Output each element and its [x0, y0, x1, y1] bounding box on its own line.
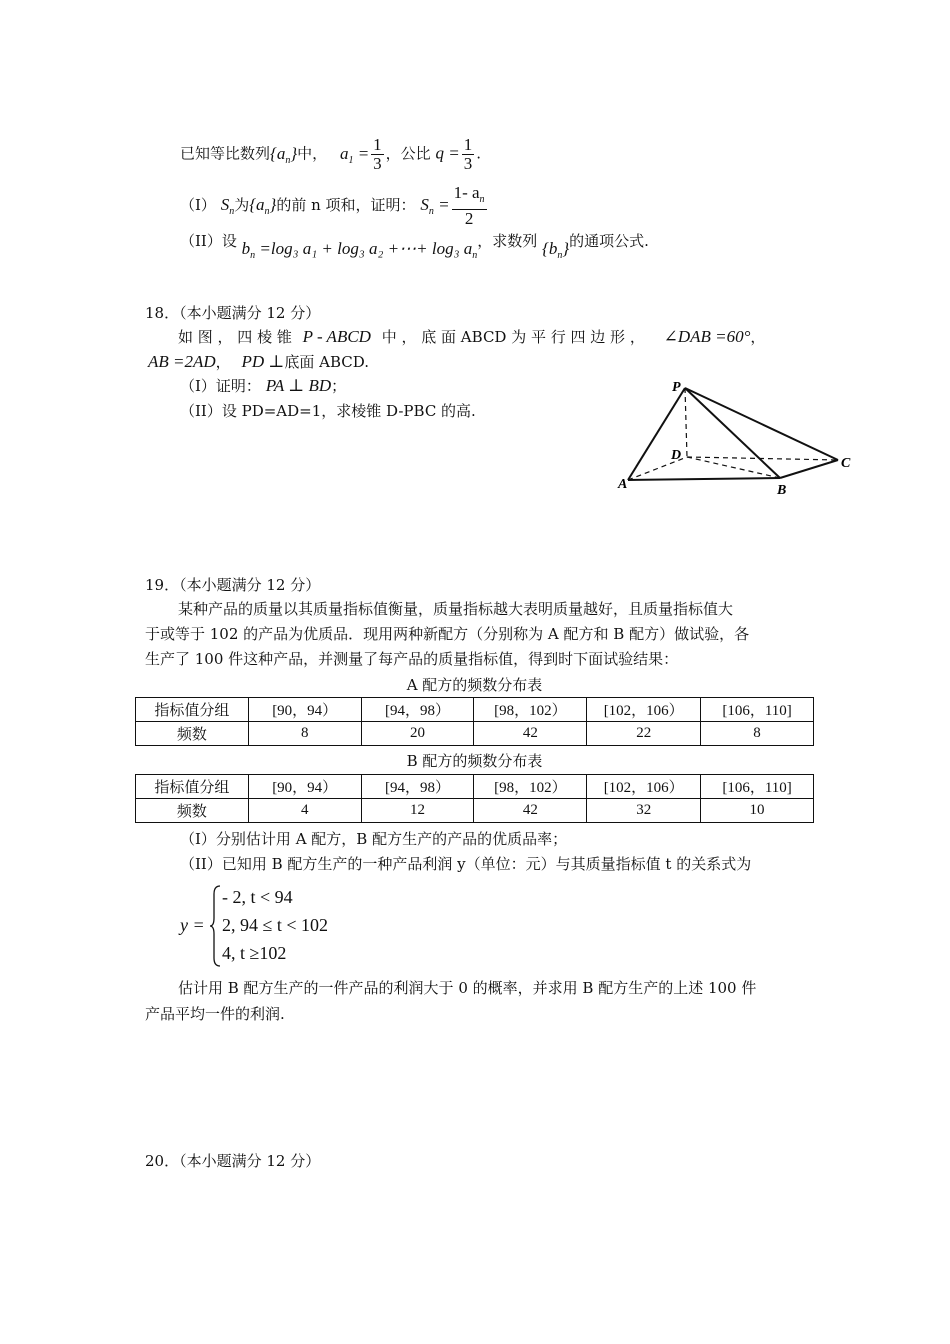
q18-part1-expr: PA ⊥ BD [265, 376, 332, 395]
q17-q: q = [435, 143, 460, 163]
label-P: P [672, 380, 681, 395]
tableB-row-label: 频数 [136, 799, 249, 823]
tableA-group: [90，94） [248, 698, 361, 722]
tableB-header-label: 指标值分组 [136, 775, 249, 799]
q18-part1-label: （I）证明： [180, 377, 261, 395]
edge-PB [685, 388, 780, 478]
tableA-value: 20 [361, 722, 474, 746]
q19-para3: 生产了 100 件这种产品，并测量了每产品的质量指标值，得到时下面试验结果： [145, 650, 679, 668]
edge-BC [780, 460, 838, 478]
tableB-value: 12 [361, 799, 474, 823]
pyramid-figure [615, 375, 865, 500]
tableA [135, 697, 814, 746]
tableB [135, 774, 814, 823]
tableB-group: [90，94） [248, 775, 361, 799]
q17-Sn: $S_n$ [220, 195, 235, 217]
q17-ratio-text: ，公比 [385, 144, 431, 163]
q18-intro [178, 326, 765, 348]
tableA-group: [98，102） [474, 698, 587, 722]
q18-conditions [148, 351, 369, 373]
q18-angle: ∠DAB =60° [663, 327, 751, 346]
q18-part2: （II）设 PD=AD=1，求棱锥 D-PBC 的高. [180, 402, 476, 420]
edge-DB [687, 457, 780, 478]
tableB-group: [102，106） [587, 775, 701, 799]
q17-a1-frac: $\frac{1}{3}$ [373, 135, 382, 173]
tableA-header-label: 指标值分组 [136, 698, 249, 722]
q19-para5: 产品平均一件的利润. [145, 1005, 285, 1023]
tableA-group: [102，106） [587, 698, 701, 722]
q17-an-set: $\{a_n\}$ [249, 195, 277, 217]
tableB-value: 42 [474, 799, 587, 823]
table-row [136, 722, 814, 746]
tableB-value: 4 [248, 799, 361, 823]
tableA-value: 42 [474, 722, 587, 746]
q19-para1: 某种产品的质量以其质量指标值衡量，质量指标越大表明质量越好，且质量指标值大 [178, 600, 734, 618]
q19-header: 19．（本小题满分 12 分） [145, 576, 321, 594]
q18-part1-tail: ； [331, 377, 347, 395]
q17-part2-label: （II）设 [180, 232, 237, 250]
label-B: B [777, 483, 787, 498]
edge-AB [628, 478, 780, 480]
tableB-caption: B 配方的频数分布表 [406, 752, 543, 770]
tableA-value: 22 [587, 722, 701, 746]
q17-seq-a: $\{a_n\}$ [270, 143, 298, 166]
tableA-group: [106，110] [701, 698, 814, 722]
q18-comma-2: ， [215, 353, 231, 371]
label-A: A [618, 477, 628, 492]
tableB-value: 32 [587, 799, 701, 823]
tableA-caption: A 配方的频数分布表 [406, 676, 543, 694]
q18-pd: PD ⊥ [241, 352, 285, 371]
q18-part1 [180, 375, 346, 397]
q17-part1-text-b: 的前 n 项和，证明： [276, 196, 416, 214]
q18-intro-a: 如 图 ， 四 棱 锥 [178, 328, 292, 346]
q19-para2: 于或等于 102 的产品为优质品．现用两种新配方（分别称为 A 配方和 B 配方）做试验，各 [145, 625, 750, 643]
q17-part1-text-a: 为 [234, 196, 250, 214]
tableB-value: 10 [701, 799, 814, 823]
tableB-group: [98，102） [474, 775, 587, 799]
piecewise-brace [210, 884, 222, 968]
tableB-group: [94，98） [361, 775, 474, 799]
q18-ab: AB =2AD [148, 352, 216, 371]
edge-PA [628, 388, 685, 480]
label-D: D [671, 448, 682, 463]
q19-case3: 4, t ≥102 [222, 943, 287, 963]
q18-pyramid: P - ABCD [302, 327, 371, 346]
q17-part2-text: ，求数列 [477, 232, 538, 250]
table-row [136, 775, 814, 799]
edge-DC [687, 457, 838, 460]
q17-q-frac: $\frac{1}{3}$ [463, 135, 473, 173]
table-row [136, 799, 814, 823]
q17-part2-tail: 的通项公式. [569, 232, 649, 250]
tableA-value: 8 [248, 722, 361, 746]
q17-a1: $a_1$ = [339, 143, 370, 166]
edge-PC [685, 388, 838, 460]
q17-part1-label: （I） [180, 196, 216, 214]
tableB-group: [106，110] [701, 775, 814, 799]
tableA-row-label: 频数 [136, 722, 249, 746]
q17-zhong: 中， [297, 144, 328, 163]
q17-Sn-lhs: $S_n$ = [420, 195, 450, 217]
q17-bn-set: $\{b_n\}$ [542, 239, 570, 261]
q17-Sn-frac: $\frac{1- a_n}{2}$ [453, 183, 485, 228]
q18-pd-text: 底面 ABCD. [284, 353, 369, 371]
q19-case2: 2, 94 ≤ t < 102 [222, 915, 329, 935]
q19-para4: 估计用 B 配方生产的一件产品的利润大于 0 的概率，并求用 B 配方生产的上述 100 件 [178, 979, 757, 997]
edge-PD [685, 388, 687, 457]
q17-bn-def: $b_n =\log_3$ a₁ + log₃ a₂ +⋯+ log₃ $a_n$ [241, 239, 478, 261]
q17-part1 [180, 184, 489, 228]
q17-intro-prefix: 已知等比数列 [180, 144, 271, 163]
tableA-value: 8 [701, 722, 814, 746]
q19-y-lhs: y = [180, 915, 205, 935]
q18-header: 18．（本小题满分 12 分） [145, 304, 321, 322]
q18-intro-b: 中 ， 底 面 ABCD 为 平 行 四 边 形 ， [381, 328, 645, 346]
q19-part1: （I）分别估计用 A 配方，B 配方生产的产品的优质品率； [180, 830, 568, 848]
q19-case1: - 2, t < 94 [222, 887, 293, 907]
q17-part2 [180, 230, 649, 259]
q17-period: . [476, 144, 481, 163]
label-C: C [841, 456, 851, 471]
table-row [136, 698, 814, 722]
q17-intro [180, 136, 481, 173]
q18-comma: ， [750, 328, 766, 346]
q20-header: 20．（本小题满分 12 分） [145, 1152, 321, 1170]
tableA-group: [94，98） [361, 698, 474, 722]
q19-part2: （II）已知用 B 配方生产的一种产品利润 y（单位：元）与其质量指标值 t 的关系式为 [180, 855, 752, 873]
